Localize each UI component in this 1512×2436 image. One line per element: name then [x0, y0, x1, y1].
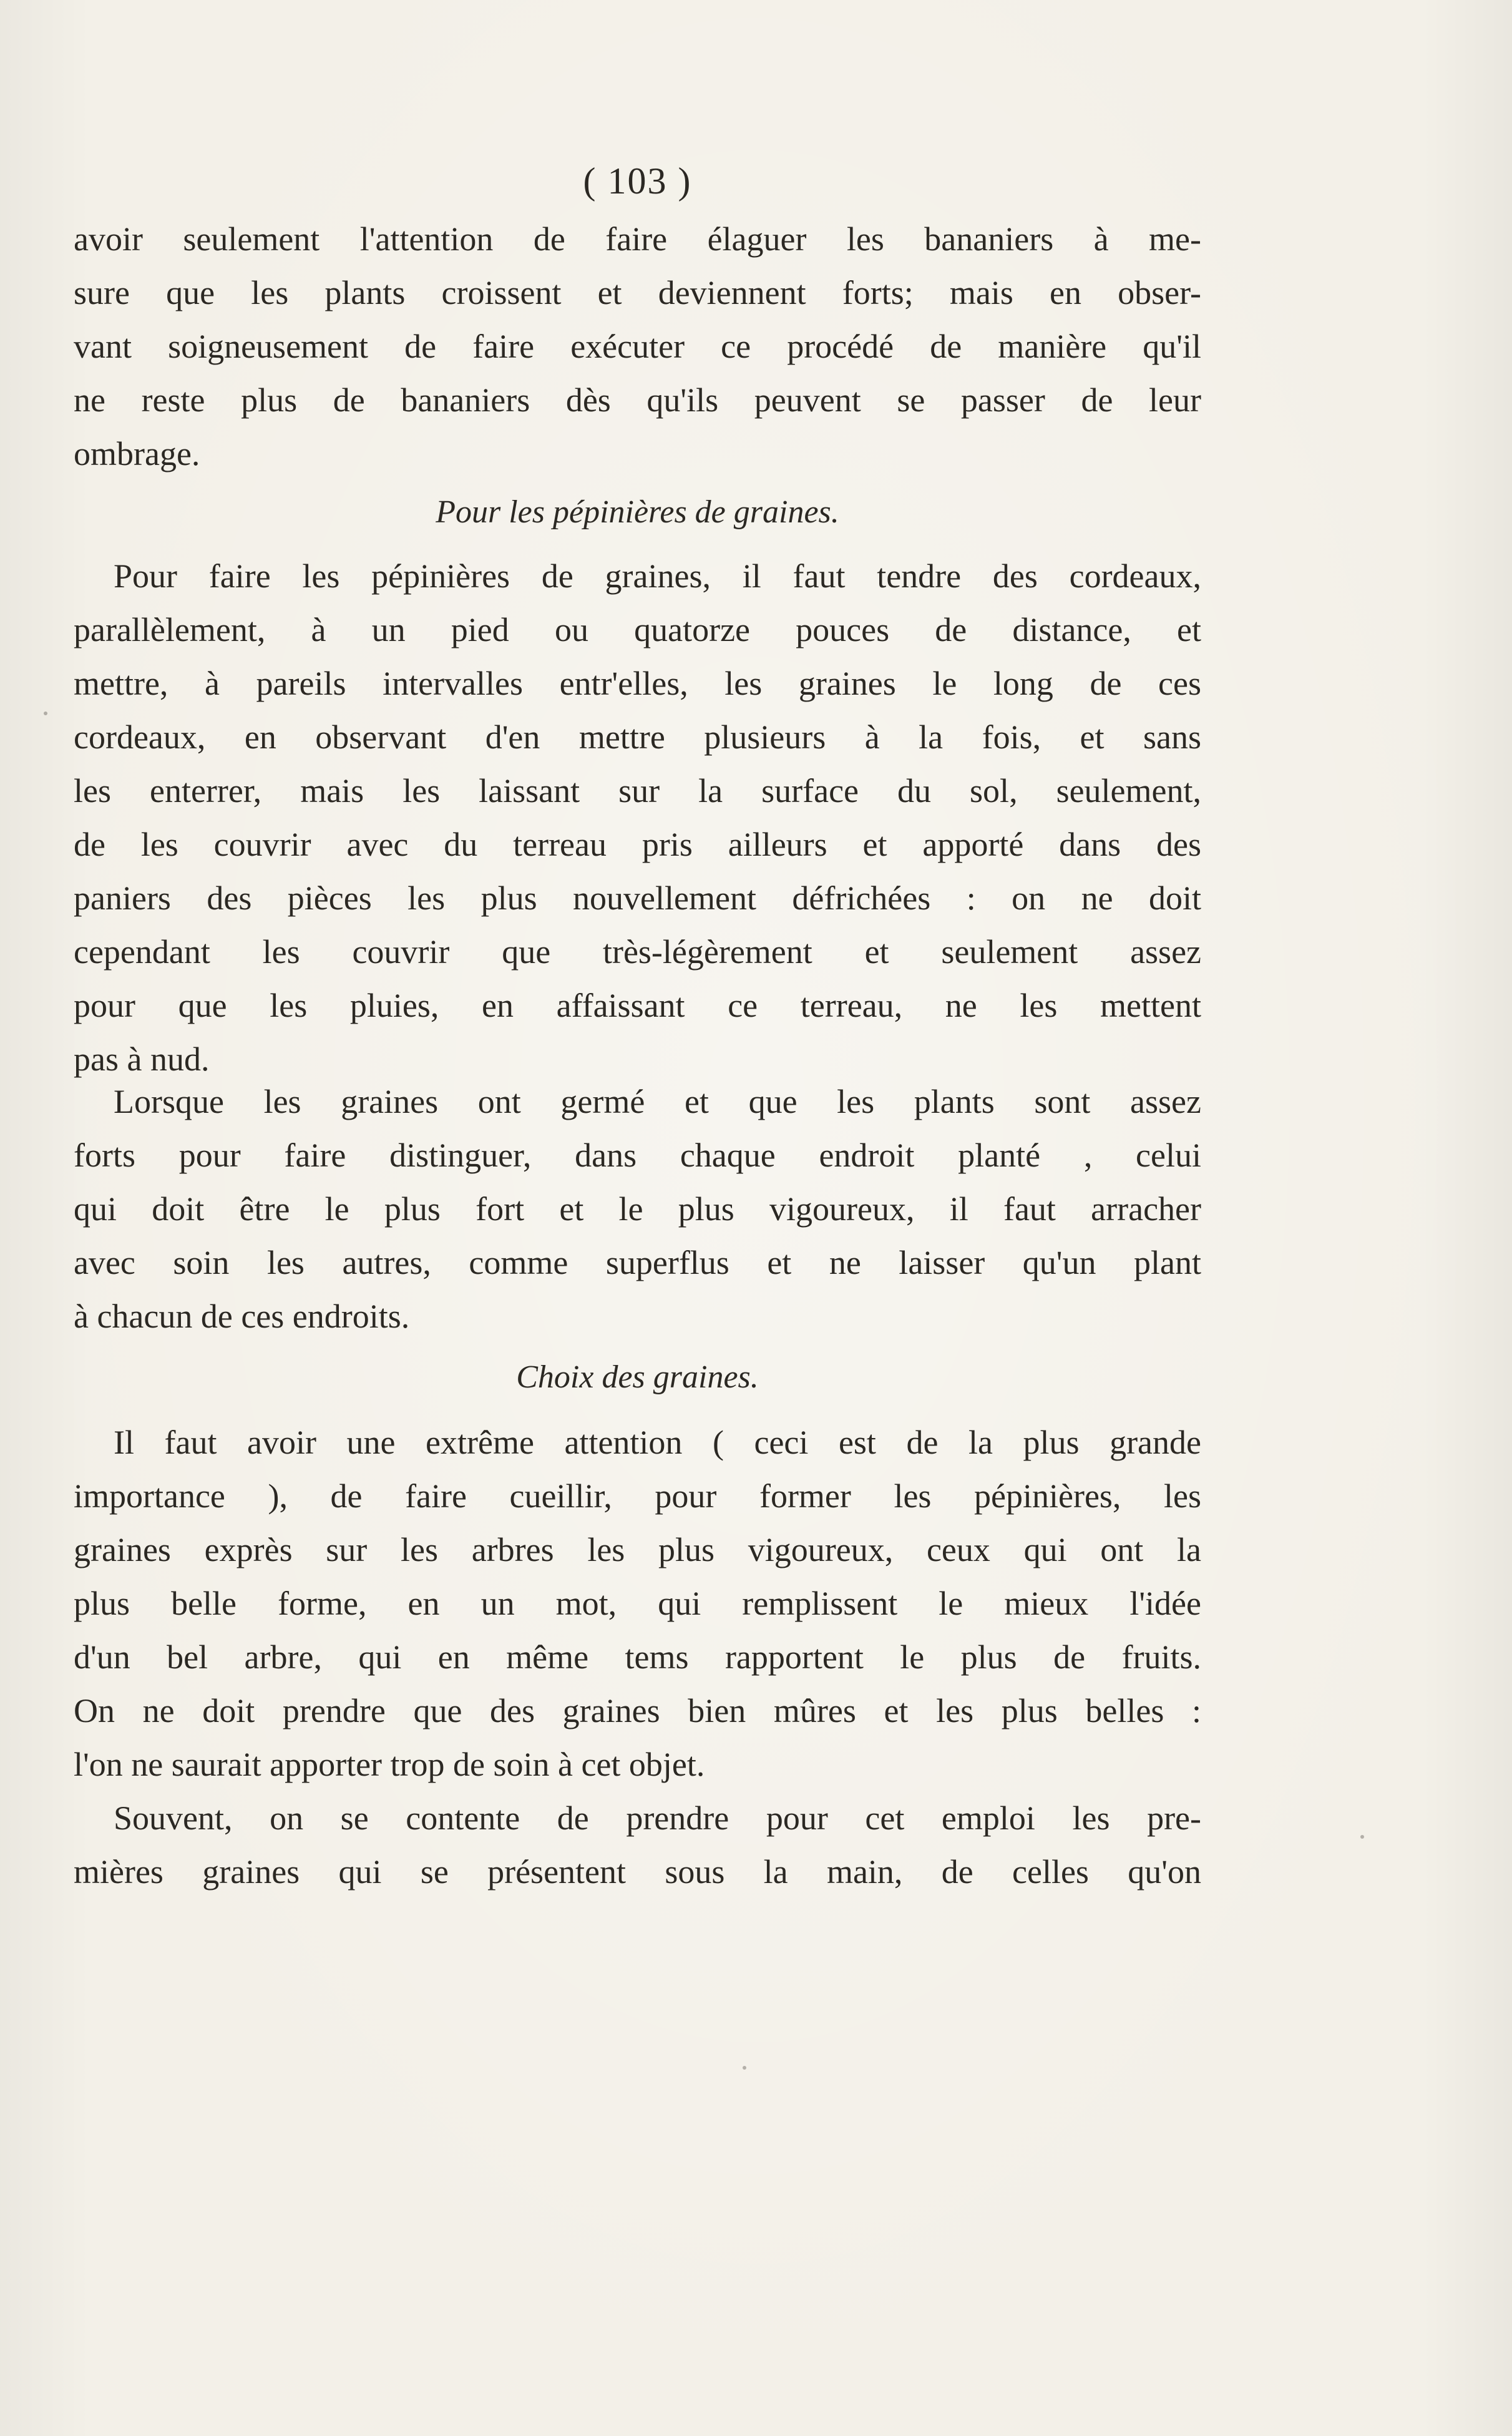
text-line: ombrage. — [74, 435, 200, 472]
section-heading: Pour les pépinières de graines. — [436, 494, 839, 530]
text-line: forts pour faire distinguer, dans chaque endroit planté , celui — [74, 1137, 1201, 1174]
text-line: Souvent, on se contente de prendre pour cet emploi les pre- — [114, 1799, 1201, 1837]
page-number: ( 103 ) — [583, 160, 692, 202]
text-line: les enterrer, mais les laissant sur la surface du sol, seulement, — [74, 772, 1201, 810]
text-line: parallèlement, à un pied ou quatorze pouces de distance, et — [74, 611, 1201, 648]
text-line: vant soigneusement de faire exécuter ce procédé de manière qu'il — [74, 328, 1201, 365]
text-line: qui doit être le plus fort et le plus vigoureux, il faut arracher — [74, 1190, 1201, 1228]
text-line: de les couvrir avec du terreau pris ailleurs et apporté dans des — [74, 826, 1201, 863]
text-line: d'un bel arbre, qui en même tems rapportent le plus de fruits. — [74, 1638, 1201, 1676]
text-line: mières graines qui se présentent sous la main, de celles qu'on — [74, 1853, 1201, 1891]
text-line: graines exprès sur les arbres les plus vigoureux, ceux qui ont la — [74, 1531, 1201, 1568]
text-line: Il faut avoir une extrême attention ( ceci est de la plus grande — [114, 1424, 1201, 1461]
text-line: sure que les plants croissent et deviennent forts; mais en obser- — [74, 274, 1201, 311]
text-line: pour que les pluies, en affaissant ce terreau, ne les mettent — [74, 987, 1201, 1024]
text-line: mettre, à pareils intervalles entr'elles, les graines le long de ces — [74, 665, 1201, 702]
text-line: cependant les couvrir que très-légèrement et seulement assez — [74, 933, 1201, 971]
text-line: à chacun de ces endroits. — [74, 1298, 410, 1335]
text-line: Lorsque les graines ont germé et que les plants sont assez — [114, 1083, 1201, 1120]
text-line: importance ), de faire cueillir, pour former les pépinières, les — [74, 1477, 1201, 1515]
paper-speck — [743, 2066, 746, 2070]
text-line: Pour faire les pépinières de graines, il faut tendre des cordeaux, — [114, 557, 1201, 595]
text-line: pas à nud. — [74, 1040, 210, 1078]
section-heading: Choix des graines. — [516, 1359, 759, 1395]
paper-speck — [1360, 1835, 1364, 1839]
text-line: paniers des pièces les plus nouvellement défrichées : on ne doit — [74, 879, 1201, 917]
text-line: plus belle forme, en un mot, qui remplissent le mieux l'idée — [74, 1585, 1201, 1622]
text-line: avoir seulement l'attention de faire élaguer les bananiers à me- — [74, 220, 1201, 258]
text-line: cordeaux, en observant d'en mettre plusieurs à la fois, et sans — [74, 718, 1201, 756]
text-line: On ne doit prendre que des graines bien mûres et les plus belles : — [74, 1692, 1201, 1729]
text-line: avec soin les autres, comme superflus et ne laisser qu'un plant — [74, 1244, 1201, 1281]
text-line: ne reste plus de bananiers dès qu'ils peuvent se passer de leur — [74, 381, 1201, 419]
paper-speck — [44, 712, 47, 715]
text-line: l'on ne saurait apporter trop de soin à cet objet. — [74, 1746, 705, 1783]
